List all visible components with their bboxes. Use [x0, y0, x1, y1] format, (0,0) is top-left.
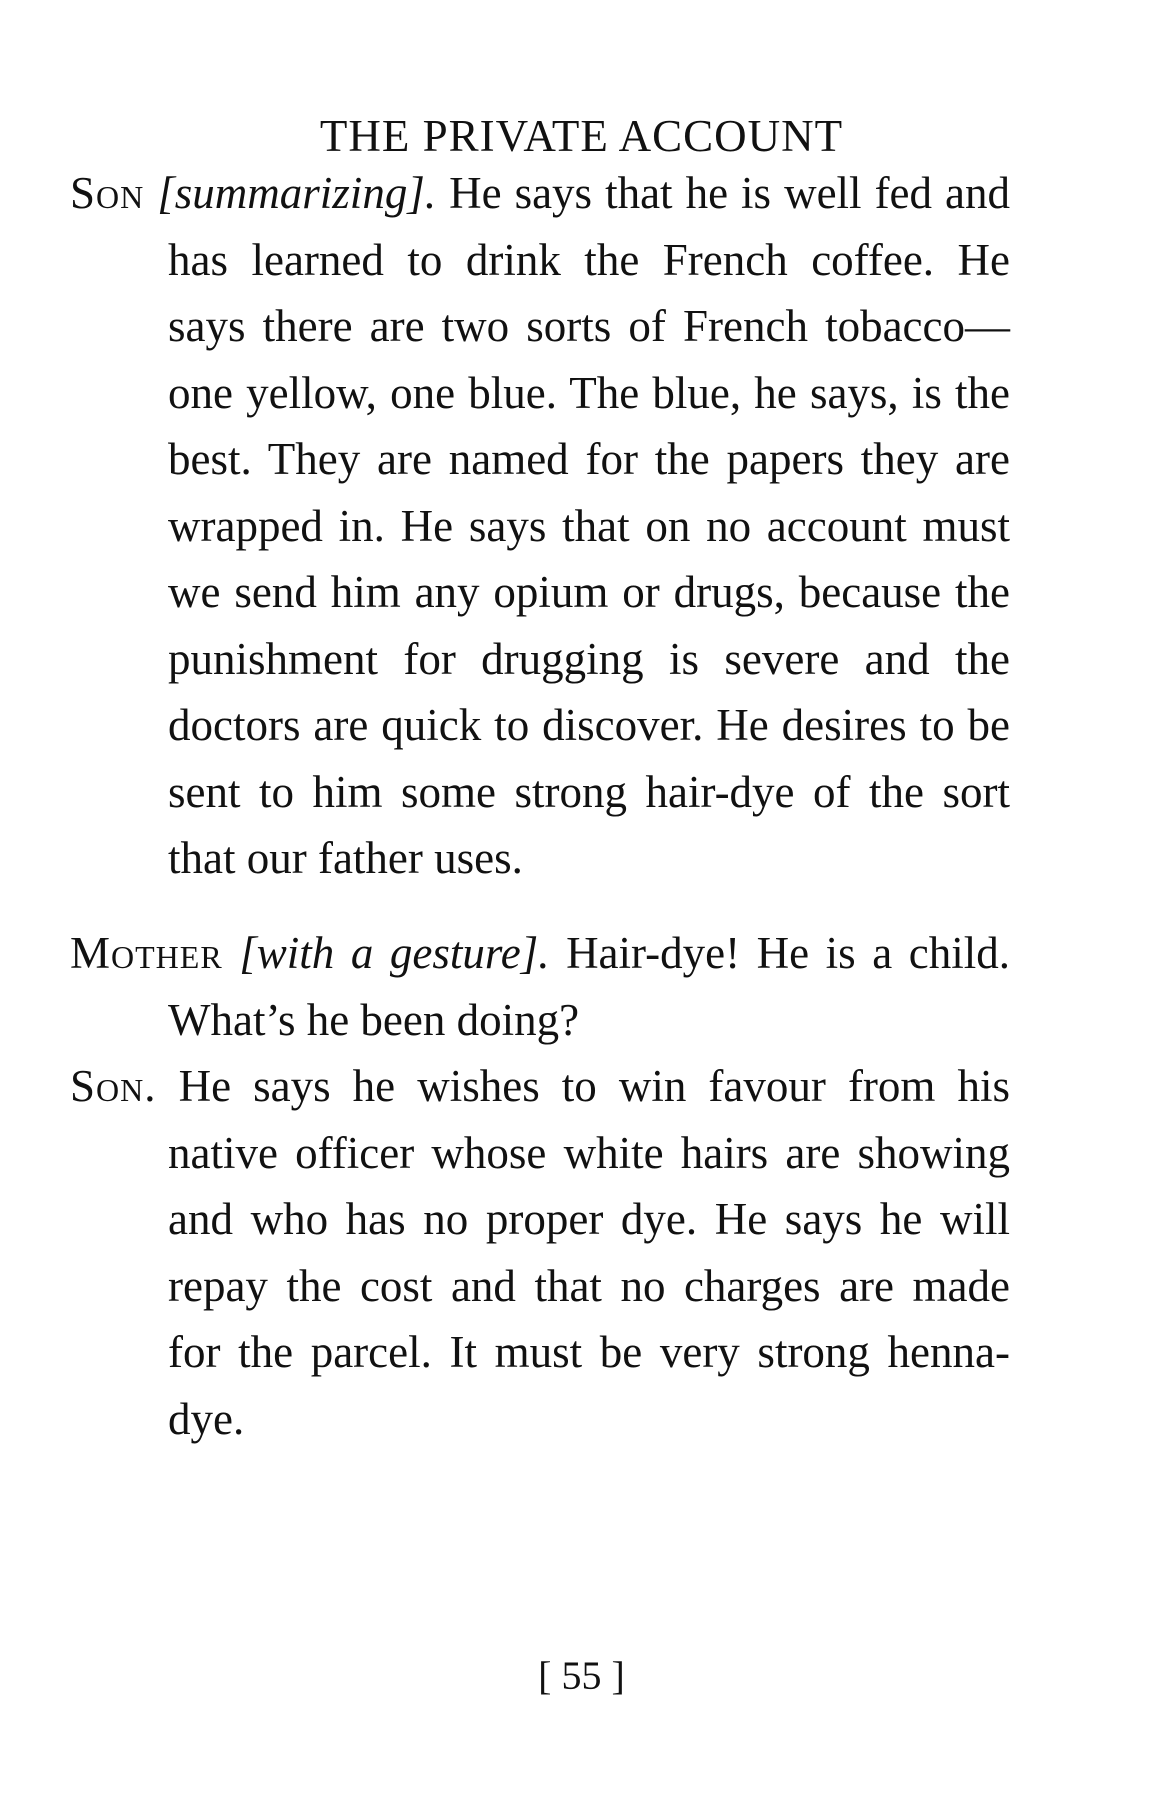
running-title: THE PRIVATE ACCOUNT — [319, 111, 844, 161]
speaker-name: Son — [70, 168, 145, 218]
stage-direction: [with a gesture]. — [239, 928, 550, 978]
speaker-name: Son. — [70, 1061, 157, 1111]
speech-text: He says he wishes to win favour from his native officer whose white hairs are showing and who has no proper dye. He says he will repay the cost and that no charges are made for the parcel. It must be very strong henna-dye. — [168, 1061, 1011, 1444]
speaker-name: Mother — [70, 928, 223, 978]
speech-text: Hair-dye! He is a child. What’s he been doing? — [168, 928, 1011, 1045]
speech-son-summarizing — [70, 160, 1010, 892]
stage-direction: [summarizing]. — [157, 168, 437, 218]
speech-paragraph — [70, 160, 1010, 892]
speech-paragraph — [70, 920, 1010, 1053]
page-number: [ 55 ] — [538, 1653, 625, 1698]
speech-mother — [70, 920, 1010, 1053]
speech-paragraph — [70, 1053, 1010, 1452]
speech-text: He says that he is well fed and has learned to drink the French coffee. He says there are two sorts of French tobacco—one yellow, one blue. The blue, he says, is the best. They are named for the papers they are wrapped in. He says that on no account must we send him any opium or drugs, because the punishment for drugging is severe and the doctors are quick to discover. He desires to be sent to him some strong hair-dye of the sort that our father uses. — [168, 168, 1011, 883]
speech-son-reply — [70, 1053, 1010, 1452]
